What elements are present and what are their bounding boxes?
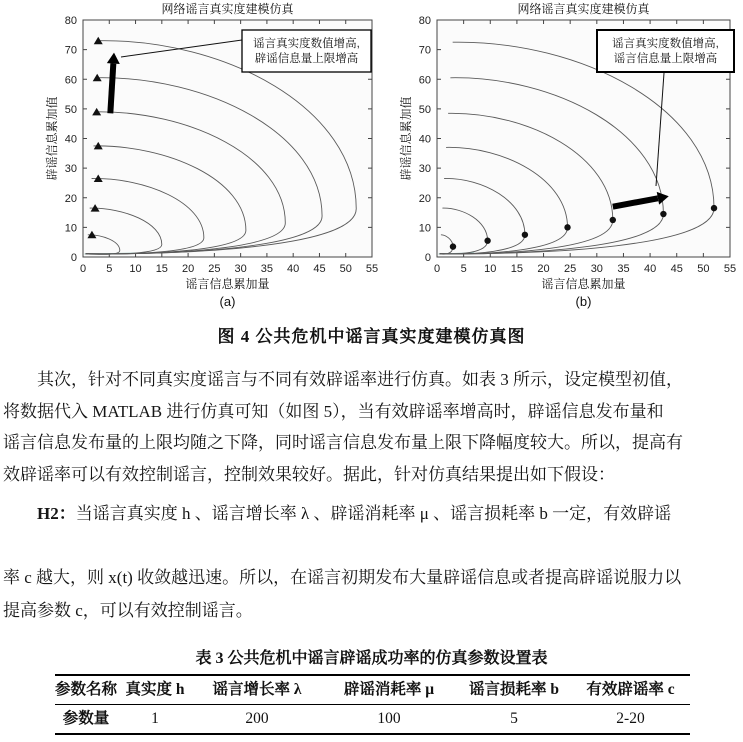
y-tick-label: 80 bbox=[64, 15, 77, 27]
table-header-cell: 真实度 h bbox=[125, 681, 185, 698]
x-tick-label: 5 bbox=[106, 263, 113, 275]
annotation-text-line-2: 谣言信息量上限增高 bbox=[613, 53, 718, 65]
y-axis-label: 辟谣信息累加值 bbox=[399, 96, 413, 181]
dot-marker bbox=[564, 224, 570, 230]
y-tick-label: 20 bbox=[64, 192, 77, 205]
y-tick-label: 40 bbox=[64, 133, 77, 146]
figure-4-simulation-plots bbox=[0, 0, 743, 315]
paragraph-line: 当谣言真实度 h 、谣言增长率 λ 、辟谣消耗率 μ 、谣言损耗率 b 一定，有效辟谣 bbox=[75, 504, 672, 523]
x-tick-label: 40 bbox=[287, 263, 300, 275]
annotation-box bbox=[597, 30, 734, 72]
x-tick-label: 45 bbox=[313, 263, 326, 275]
y-tick-label: 20 bbox=[418, 192, 431, 205]
plot-title: 网络谣言真实度建模仿真 bbox=[517, 2, 650, 16]
table-cell: 5 bbox=[510, 710, 518, 727]
table-row-label: 参数量 bbox=[62, 710, 110, 727]
y-tick-label: 70 bbox=[64, 44, 77, 57]
table-header-cell: 谣言增长率 λ bbox=[212, 681, 302, 698]
paragraph-line: 效辟谣率可以有效控制谣言，控制效果较好。据此，针对仿真结果提出如下假设： bbox=[3, 464, 615, 484]
table-cell: 200 bbox=[245, 710, 269, 727]
y-tick-label: 0 bbox=[424, 252, 431, 264]
x-axis-label: 谣言信息累加量 bbox=[185, 277, 270, 291]
table-header-cell: 有效辟谣率 c bbox=[586, 681, 675, 698]
x-tick-label: 40 bbox=[643, 263, 657, 275]
hypothesis-h2-line-1 bbox=[3, 499, 740, 524]
hypothesis-h2-line-3: 提高参数 c，可以有效控制谣言。 bbox=[3, 601, 253, 620]
y-tick-label: 50 bbox=[418, 103, 431, 116]
x-tick-label: 55 bbox=[365, 263, 379, 275]
hypothesis-h2-line-2: 率 c 越大，则 x(t) 收敛越迅速。所以，在谣言初期发布大量辟谣信息或者提高辟谣说服力以 bbox=[3, 568, 682, 587]
x-tick-label: 0 bbox=[79, 263, 87, 275]
y-tick-label: 10 bbox=[64, 222, 77, 235]
dot-marker bbox=[450, 243, 456, 249]
x-tick-label: 20 bbox=[181, 263, 195, 275]
x-tick-label: 30 bbox=[234, 263, 247, 275]
panel-label: (b) bbox=[575, 294, 592, 309]
y-tick-label: 0 bbox=[70, 252, 77, 264]
emphasis-arrow-shaft bbox=[110, 64, 113, 114]
plot-panel-a bbox=[44, 1, 378, 309]
paragraph-line: 将数据代入 MATLAB 进行仿真可知（如图 5），当有效辟谣率增高时，辟谣信息发布量和 bbox=[3, 401, 664, 421]
y-tick-label: 10 bbox=[418, 222, 431, 235]
plot-panel-b bbox=[398, 1, 736, 309]
table-cell: 1 bbox=[151, 710, 159, 727]
body-paragraph-1 bbox=[3, 364, 740, 490]
dot-marker bbox=[660, 211, 666, 217]
annotation-box bbox=[242, 30, 371, 72]
table-header-cell: 参数名称 bbox=[55, 681, 118, 698]
table-3-title: 表 3 公共危机中谣言辟谣成功率的仿真参数设置表 bbox=[195, 650, 548, 667]
x-tick-label: 25 bbox=[208, 263, 221, 275]
table-row bbox=[55, 705, 690, 733]
annotation-text-line-1: 谣言真实度数值增高, bbox=[253, 38, 360, 50]
dot-marker bbox=[711, 205, 717, 211]
x-axis-label: 谣言信息累加量 bbox=[541, 277, 626, 291]
x-tick-label: 10 bbox=[129, 263, 142, 275]
table-cell: 2-20 bbox=[616, 710, 645, 727]
plot-title: 网络谣言真实度建模仿真 bbox=[161, 2, 294, 16]
parameter-table bbox=[55, 674, 690, 735]
x-tick-label: 15 bbox=[510, 263, 524, 275]
y-tick-label: 60 bbox=[418, 74, 431, 87]
x-tick-label: 50 bbox=[339, 263, 352, 275]
x-tick-label: 50 bbox=[697, 263, 710, 275]
annotation-text-line-2: 辟谣信息量上限增高 bbox=[254, 53, 359, 65]
paragraph-line: 其次，针对不同真实度谣言与不同有效辟谣率进行仿真。如表 3 所示，设定模型初值， bbox=[37, 370, 683, 389]
x-tick-label: 5 bbox=[460, 263, 467, 275]
annotation-text-line-1: 谣言真实度数值增高, bbox=[612, 38, 719, 50]
x-tick-label: 25 bbox=[564, 263, 577, 275]
y-tick-label: 80 bbox=[418, 15, 431, 27]
y-tick-label: 30 bbox=[64, 163, 77, 176]
paragraph-line: 谣言信息发布量的上限均随之下降，同时谣言信息发布量上限下降幅度较大。所以，提高有 bbox=[3, 433, 683, 452]
x-tick-label: 30 bbox=[590, 263, 603, 275]
table-header-cell: 谣言损耗率 b bbox=[469, 681, 559, 698]
x-tick-label: 55 bbox=[723, 263, 737, 275]
x-tick-label: 35 bbox=[617, 263, 630, 275]
x-tick-label: 45 bbox=[670, 263, 683, 275]
dot-marker bbox=[522, 232, 528, 238]
hypothesis-label: H2： bbox=[37, 504, 76, 523]
table-cell: 100 bbox=[377, 710, 401, 727]
y-tick-label: 30 bbox=[418, 163, 431, 176]
x-tick-label: 20 bbox=[537, 263, 550, 275]
y-tick-label: 40 bbox=[418, 133, 431, 146]
dot-marker bbox=[610, 217, 616, 223]
y-tick-label: 60 bbox=[64, 74, 77, 87]
table-header-row bbox=[55, 676, 690, 705]
x-tick-label: 10 bbox=[484, 263, 497, 275]
x-tick-label: 0 bbox=[433, 263, 441, 275]
dot-marker bbox=[484, 238, 490, 244]
table-header-cell: 辟谣消耗率 μ bbox=[343, 681, 435, 698]
y-tick-label: 50 bbox=[64, 103, 77, 116]
y-tick-label: 70 bbox=[418, 44, 431, 57]
x-tick-label: 15 bbox=[155, 263, 168, 275]
panel-label: (a) bbox=[219, 294, 236, 309]
figure-caption: 图 4 公共危机中谣言真实度建模仿真图 bbox=[217, 327, 526, 346]
x-tick-label: 35 bbox=[260, 263, 274, 275]
y-axis-label: 辟谣信息累加值 bbox=[45, 96, 59, 181]
